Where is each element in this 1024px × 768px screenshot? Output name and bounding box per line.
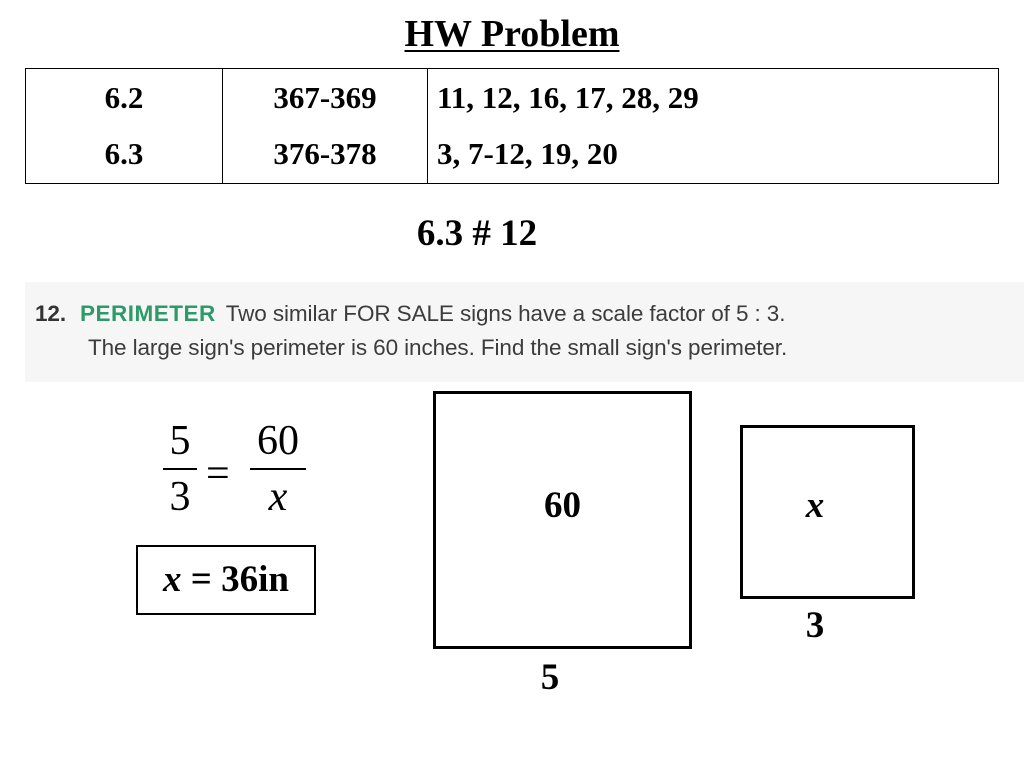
large-sign-scale-label: 5 bbox=[540, 657, 560, 698]
small-sign-scale-label: 3 bbox=[805, 605, 825, 646]
fraction-denominator: 3 bbox=[169, 474, 191, 520]
problem-text-line-2: The large sign's perimeter is 60 inches. Find the small sign's perimeter. bbox=[88, 335, 788, 360]
small-sign-perimeter-label: x bbox=[805, 485, 825, 526]
problem-reference: 6.3 # 12 bbox=[416, 213, 538, 254]
table-row bbox=[26, 69, 999, 184]
textbook-problem-excerpt bbox=[25, 282, 1024, 382]
answer-box bbox=[136, 545, 316, 615]
fraction-bar bbox=[250, 468, 306, 470]
fraction-numerator: 60 bbox=[257, 418, 299, 464]
pages-value: 376-378 bbox=[273, 136, 377, 171]
pages-cell bbox=[223, 69, 428, 184]
homework-table bbox=[25, 68, 999, 184]
fraction-numerator: 5 bbox=[169, 418, 191, 464]
problems-value: 11, 12, 16, 17, 28, 29 bbox=[437, 80, 699, 115]
problem-text-line-1: Two similar FOR SALE signs have a scale factor of 5 : 3. bbox=[225, 301, 786, 326]
fraction-bar bbox=[163, 468, 197, 470]
section-cell bbox=[26, 69, 223, 184]
answer-variable: x bbox=[163, 559, 182, 600]
problem-keyword: PERIMETER bbox=[79, 301, 216, 326]
pages-value: 367-369 bbox=[273, 80, 377, 115]
equals-sign: = bbox=[206, 451, 230, 497]
fraction-right bbox=[250, 418, 306, 520]
problem-line-1 bbox=[35, 298, 785, 330]
large-sign-perimeter-label: 60 bbox=[544, 485, 581, 526]
section-value: 6.2 bbox=[104, 80, 144, 115]
fraction-denominator: x bbox=[268, 474, 288, 520]
slide-title: HW Problem bbox=[404, 13, 620, 55]
problems-value: 3, 7-12, 19, 20 bbox=[437, 136, 618, 171]
problems-cell bbox=[428, 69, 999, 184]
problem-number: 12. bbox=[35, 301, 66, 326]
answer-value: = 36in bbox=[181, 559, 289, 600]
section-value: 6.3 bbox=[104, 136, 144, 171]
fraction-left bbox=[163, 418, 197, 520]
